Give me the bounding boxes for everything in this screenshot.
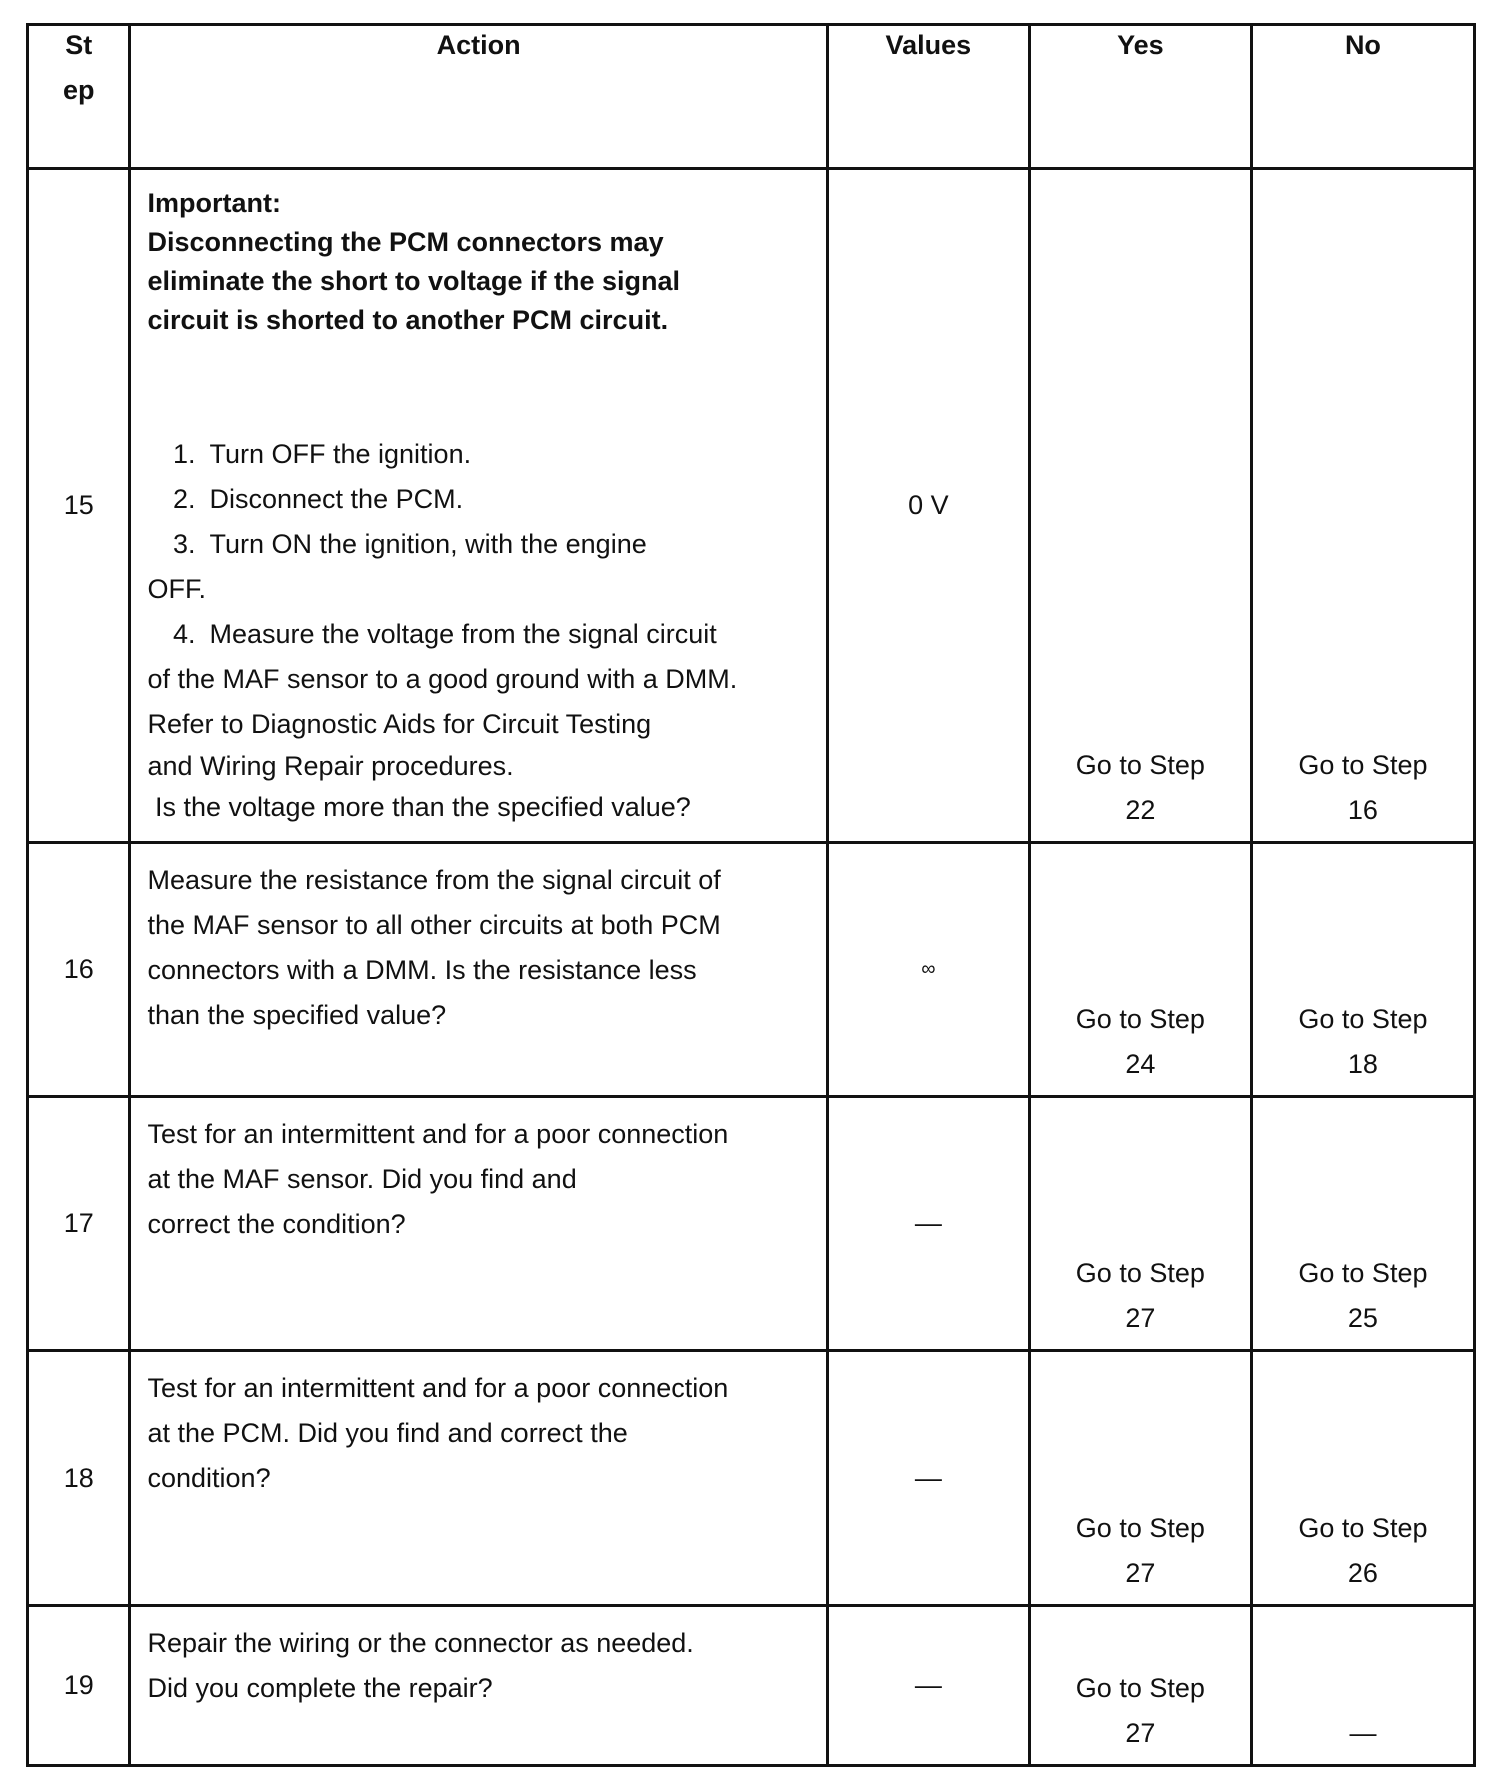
step-number: 15 [28,169,130,843]
question-text: Is the voltage more than the specified value? [147,792,691,823]
yes-goto: Go to Step 27 [1075,1512,1205,1588]
table-row [28,169,1475,843]
yes-goto: Go to Step 27 [1075,1673,1205,1748]
no-cell [1251,1351,1474,1605]
yes-goto: Go to Step 24 [1075,1004,1205,1080]
action-line: connectors with a DMM. Is the resistance less [147,954,697,985]
header-no: No [1251,25,1474,169]
yes-cell [1029,842,1251,1096]
action-cell [130,1605,827,1765]
no-goto: Go to Step 18 [1298,1004,1428,1080]
header-row [28,25,1475,169]
table-row [28,1605,1475,1765]
step-number: 19 [28,1605,130,1765]
no-goto: Go to Step 25 [1298,1258,1428,1334]
list-item: 3. Turn ON the ignition, with the engine [172,529,647,560]
no-goto: Go to Step 26 [1298,1512,1428,1588]
action-line: Measure the resistance from the signal circuit of [147,864,721,895]
list-item-continuation: of the MAF sensor to a good ground with a DMM. [147,664,738,695]
yes-goto: Go to Step 27 [1075,1258,1205,1334]
action-cell [130,1097,827,1351]
yes-cell [1029,1605,1251,1765]
value-cell: 0 V [827,169,1029,843]
yes-cell [1029,1097,1251,1351]
important-label: Important: [147,188,281,219]
step-number: 17 [28,1097,130,1351]
table-row [28,1097,1475,1351]
value-cell: — [827,1097,1029,1351]
list-item: 1. Turn OFF the ignition. [172,439,472,470]
action-line: at the PCM. Did you find and correct the [147,1418,628,1449]
action-line: Test for an intermittent and for a poor connection [147,1119,729,1150]
yes-cell [1029,1351,1251,1605]
no-cell [1251,1097,1474,1351]
header-step-line1: St [65,30,93,60]
action-cell [130,842,827,1096]
header-values: Values [827,25,1029,169]
important-line: Disconnecting the PCM connectors may [147,227,664,258]
list-item-continuation: and Wiring Repair procedures. [147,751,514,782]
no-cell [1251,1605,1474,1765]
action-cell [130,169,827,843]
action-cell [130,1351,827,1605]
list-item-continuation: OFF. [147,574,206,605]
step-number: 18 [28,1351,130,1605]
header-yes: Yes [1029,25,1251,169]
action-line: condition? [147,1463,271,1494]
action-line: than the specified value? [147,999,447,1030]
action-line: at the MAF sensor. Did you find and [147,1164,577,1195]
list-item-continuation: Refer to Diagnostic Aids for Circuit Testing [147,709,652,740]
table-row [28,842,1475,1096]
important-note [147,184,809,340]
yes-goto: Go to Step 22 [1075,749,1205,825]
table-row [28,1351,1475,1605]
diagnostic-table [26,23,1476,1767]
action-line: correct the condition? [147,1209,406,1240]
header-action: Action [130,25,827,169]
no-dash: — [1349,1718,1377,1748]
value-cell: ∞ [827,842,1029,1096]
action-line: Repair the wiring or the connector as needed. [147,1627,694,1658]
no-goto: Go to Step 16 [1298,749,1428,825]
no-cell [1251,842,1474,1096]
header-step-line2: ep [62,75,95,105]
value-cell: — [827,1351,1029,1605]
yes-cell [1029,169,1251,843]
action-line: the MAF sensor to all other circuits at both PCM [147,909,721,940]
action-line: Test for an intermittent and for a poor connection [147,1373,729,1404]
no-cell [1251,169,1474,843]
list-item: 2. Disconnect the PCM. [172,484,464,515]
header-step [28,25,130,169]
list-item: 4. Measure the voltage from the signal circuit [172,619,717,650]
step-number: 16 [28,842,130,1096]
value-cell: — [827,1605,1029,1765]
important-line: eliminate the short to voltage if the signal [147,266,681,297]
important-line: circuit is shorted to another PCM circuit. [147,305,669,336]
action-line: Did you complete the repair? [147,1672,493,1703]
